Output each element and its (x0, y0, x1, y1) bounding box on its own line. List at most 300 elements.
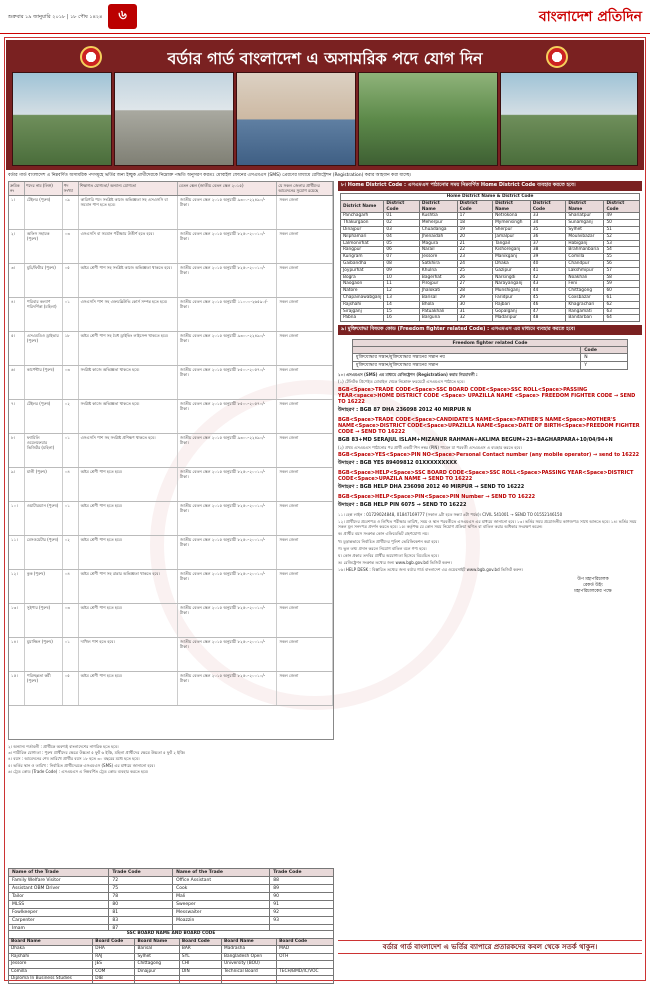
table-cell: জাতীয় বেতন স্কেল ২০১৫ অনুযায়ী ৮২৫০-২০০১০/- টাকা। (178, 672, 277, 705)
district-cell: 49 (604, 213, 640, 220)
trade-name: Assistant OBM Driver (9, 885, 109, 893)
table-row (341, 315, 640, 322)
ff-table-caption-row (353, 340, 628, 347)
board-header: Board Code (179, 938, 221, 946)
district-cell: Lalmonirhat (341, 240, 384, 247)
table-cell: ১১। (9, 536, 25, 569)
board-table-header (9, 938, 334, 946)
table-cell: অষ্টম শ্রেণী পাশ সহ সংশ্লিষ্ট কাজে অভিজ্ঞতা থাকতে হবে। (79, 264, 178, 297)
district-cell: Natore (341, 288, 384, 295)
district-cell: 28 (457, 288, 493, 295)
table-cell: জাতীয় বেতন স্কেল ২০১৫ অনুযায়ী ৮২৫০-২০০১০/- টাকা। (178, 264, 277, 297)
district-cell: 19 (457, 226, 493, 233)
board-header: Board Code (277, 938, 334, 946)
newspaper-masthead[interactable]: বাংলাদেশ প্রতিদিন (538, 8, 642, 25)
district-cell: Gazipur (493, 267, 531, 274)
district-cell: Khagrachari (566, 301, 604, 308)
table-cell: জাতীয় বেতন স্কেল ২০১৫ অনুযায়ী ৮২৫০-২০০১০/- টাকা। (178, 502, 277, 535)
board-cell: University (BOU) (222, 961, 277, 969)
trade-name: Office Assistant (173, 877, 270, 885)
table-cell: সকল জেলা (277, 638, 333, 671)
board-cell: BAR (179, 946, 221, 954)
table-cell: পরিবার কল্যাণ পরিদর্শিকা (মহিলা) (25, 298, 63, 331)
table-cell: ২। (9, 230, 25, 263)
district-cell: 31 (457, 308, 493, 315)
district-cell: Jhalokati (419, 288, 457, 295)
district-cell: Narail (419, 247, 457, 254)
district-header: District Code (530, 200, 566, 213)
district-cell: 01 (384, 213, 420, 220)
table-cell: সকল জেলা (277, 196, 333, 229)
district-header: District Code (457, 200, 493, 213)
district-cell: 39 (530, 254, 566, 261)
table-cell: ৭। (9, 400, 25, 433)
district-cell: 64 (604, 315, 640, 322)
district-header: District Name (341, 200, 384, 213)
table-cell: ১৩। (9, 604, 25, 637)
sms-section-title: ১০। এসএমএস (SMS) এর মাধ্যমে রেজিষ্ট্রেশন (Registration) করার নিয়মাবলী : (338, 372, 478, 378)
trade-header-name: Name of the Trade (9, 869, 109, 877)
district-cell: 02 (384, 220, 420, 227)
table-cell: ১৮ (63, 332, 79, 365)
sms-format: BGB<Space>TRADE CODE<Space>SSC BOARD CODE<Space>SSC ROLL<Space>PASSING YEAR<space>HOME DISTRICT CODE <Space> UPAZILLA NAME <Space> FREEDOM FIGHTER CODE → SEND TO 16222 (338, 386, 636, 405)
table-cell: অষ্টম শ্রেণী পাশ হতে হবে। (79, 502, 178, 535)
district-cell: Mymensingh (493, 220, 531, 227)
district-cell: 57 (604, 267, 640, 274)
table-cell: অষ্টম শ্রেণী পাশ হতে হবে। (79, 536, 178, 569)
header-pay-scale: বেতন স্কেল (জাতীয় বেতন স্কেল ২০১৫) (178, 182, 277, 195)
board-cell (277, 976, 334, 984)
recruitment-banner (6, 40, 644, 170)
district-table-caption: Home District Name & District Code (341, 194, 640, 201)
district-cell: 40 (530, 260, 566, 267)
district-cell: Jhenaidah (419, 233, 457, 240)
table-cell: মুচি/ফিটার (পুরুষ) (25, 264, 63, 297)
headquarters-building-photo (114, 72, 234, 166)
district-cell: 14 (384, 301, 420, 308)
district-cell: Coxsbazar (566, 294, 604, 301)
board-cell: Rajshahi (9, 953, 93, 961)
table-row (9, 332, 333, 366)
district-cell: Naogaon (341, 281, 384, 288)
rule-item: গ। ভুল তথ্য প্রদান করলে নিয়োগ বাতিল বলে গণ্য হবে। (338, 545, 427, 551)
table-row (341, 308, 640, 315)
table-cell: সংশ্লিষ্ট কাজে অভিজ্ঞতা থাকতে হবে। (79, 400, 178, 433)
district-cell: Rangpur (341, 247, 384, 254)
table-row (9, 976, 334, 984)
table-row (9, 400, 333, 434)
table-cell: ০১ (63, 502, 79, 535)
ff-cell: মুক্তিযোদ্ধার সন্তান/মুক্তিযোদ্ধার সন্তানের সন্তান (353, 362, 581, 370)
table-row (341, 254, 640, 261)
trade-name: Moazzin (173, 917, 270, 925)
district-cell: 27 (457, 281, 493, 288)
table-cell: সকল জেলা (277, 434, 333, 467)
district-cell: Pabna (341, 315, 384, 322)
trade-code: 91 (270, 901, 334, 909)
table-cell: মেসওয়েটার (পুরুষ) (25, 536, 63, 569)
district-cell: 18 (457, 220, 493, 227)
table-cell: ০৪ (63, 468, 79, 501)
table-cell: ১২। (9, 570, 25, 603)
sms-example: BGB 83+MD SERAJUL ISLAM+MIZANUR RAHMAN+AKLIMA BEGUM+23+BAGHARPARA+10/04/94+N (338, 436, 613, 443)
freedom-fighter-table (352, 339, 628, 370)
table-row (341, 220, 640, 227)
table-row (9, 638, 333, 672)
district-cell: Narayanganj (493, 281, 531, 288)
district-cell: Sunamganj (566, 220, 604, 227)
trade-name: MLSS (9, 901, 109, 909)
district-header: District Name (493, 200, 531, 213)
table-row (341, 301, 640, 308)
district-cell: Barisal (419, 294, 457, 301)
sms-example: উদাহরণ : BGB HELP DHA 236098 2012 40 MIRPUR → SEND TO 16222 (338, 483, 525, 490)
board-cell: RAJ (93, 953, 135, 961)
district-cell: 13 (384, 294, 420, 301)
table-cell: ০৩ (63, 604, 79, 637)
board-table-body (9, 946, 334, 984)
board-cell: Comilla (9, 968, 93, 976)
table-cell: ৪। (9, 298, 25, 331)
board-cell: Sylhet (135, 953, 179, 961)
table-row (9, 230, 333, 264)
district-cell: Nilphamari (341, 233, 384, 240)
table-cell: সকল জেলা (277, 502, 333, 535)
district-cell: Jessore (419, 254, 457, 261)
table-cell: সংশ্লিষ্ট কাজে অভিজ্ঞতা থাকতে হবে। (79, 366, 178, 399)
table-row (9, 264, 333, 298)
note-item: ৫। ভর্তির স্থান ও তারিখ : নির্বাচিত প্রার্থীদেরকে এসএমএস (SMS) এর মাধ্যমে জানানো হবে। (8, 762, 155, 768)
trade-code: 89 (270, 885, 334, 893)
note-item: ৪। বয়স : আবেদনের শেষ তারিখে প্রার্থীর বয়স ১৮ হতে ৩০ বছরের মধ্যে হতে হবে। (8, 756, 140, 762)
table-cell: সুইপার (পুরুষ) (25, 604, 63, 637)
table-row (9, 502, 333, 536)
trade-code: 90 (270, 893, 334, 901)
note-item: ২। অন্যান্য শর্তাবলী : প্রার্থীকে অবশ্যই বাংলাদেশের নাগরিক হতে হবে। (8, 744, 119, 749)
district-cell: Gaibandha (341, 260, 384, 267)
district-cell: Comilla (566, 254, 604, 261)
table-cell: সকল জেলা (277, 264, 333, 297)
monument-photo (12, 72, 112, 166)
table-row (341, 233, 640, 240)
table-row (9, 885, 334, 893)
district-cell: Magura (419, 240, 457, 247)
district-cell: 24 (457, 260, 493, 267)
district-cell: Meherpur (419, 220, 457, 227)
table-row (341, 226, 640, 233)
table-cell: ১। (9, 196, 25, 229)
table-cell: ৫। (9, 332, 25, 365)
district-cell: 42 (530, 274, 566, 281)
trade-name: Mali (173, 893, 270, 901)
table-row (341, 260, 640, 267)
sms-format: BGB<Space>YES<Space>PIN NO<Space>Personal Contact number (any mobile operator) → send to 16222 (338, 451, 640, 458)
district-cell: Bagerhat (419, 274, 457, 281)
district-cell: Dhaka (493, 260, 531, 267)
board-cell: DHA (93, 946, 135, 954)
district-cell: Rajbari (493, 301, 531, 308)
sms-format: BGB<Space>TRADE CODE<Space>CANDIDATE'S NAME<Space>FATHER'S NAME<Space>MOTHER'S NAME<Space>DISTRICT CODE<Space>UPAZILLA NAME<Space>DATE OF BIRTH<Space>FREEDOM FIGHTER CODE → SEND TO 16222 (338, 416, 640, 435)
header-count: পদ সংখ্যা (63, 182, 79, 195)
district-cell: Chittagong (566, 288, 604, 295)
table-cell: জাতীয় বেতন স্কেল ২০১৫ অনুযায়ী ৮২৫০-২০০১০/- টাকা। (178, 570, 277, 603)
trade-name: Imam (9, 925, 109, 933)
board-cell: Dinajpur (135, 968, 179, 976)
trade-name: Tailor (9, 893, 109, 901)
table-cell: পরিচ্ছন্নতা কর্মী (পুরুষ) (25, 672, 63, 705)
table-cell: ০৫ (63, 672, 79, 705)
trade-code: 93 (270, 917, 334, 925)
district-cell: 05 (384, 240, 420, 247)
district-cell: 34 (530, 220, 566, 227)
office-workers-photo (358, 72, 498, 166)
table-cell: অষ্টম শ্রেণী পাশ সহ রান্নার অভিজ্ঞতা থাকতে হবে। (79, 570, 178, 603)
district-cell: 06 (384, 247, 420, 254)
district-cell: 30 (457, 301, 493, 308)
border-patrol-photo (500, 72, 638, 166)
district-cell: Feni (566, 281, 604, 288)
rule-item: ক। প্রার্থীর বয়স সংক্রান্ত কোন এফিডেভিট গ্রহণযোগ্য নয়। (338, 531, 429, 537)
table-cell: ৯। (9, 468, 25, 501)
table-cell: এসএসসি বা সমমান পরীক্ষায় উত্তীর্ণ হতে হবে। (79, 230, 178, 263)
table-row (9, 196, 333, 230)
district-cell: Panchagarh (341, 213, 384, 220)
district-cell: 38 (530, 247, 566, 254)
table-row (341, 240, 640, 247)
posts-table-body (9, 196, 333, 706)
board-header: Board Name (135, 938, 179, 946)
table-cell: অষ্টম শ্রেণী পাশ হতে হবে। (79, 604, 178, 637)
district-cell: Kurigram (341, 254, 384, 261)
misc-instructions: ১২। প্রার্থীদের প্রবেশপত্র ও লিখিত পরীক্ষার তারিখ, সময় ও স্থান পরবর্তীতে এসএমএস এর মাধ্যমে জানানো হবে। ১৩। ভর্তির সময় প্রয়োজনীয় কাগজপত্র সাথে আনতে হবে। ১৪। ভর্তির সময় সকল মূল সনদপত্র প্রদর্শন করতে হবে। ১৫। কর্তৃপক্ষ যে কোন সময় নিয়োগ প্রক্রিয়া স্থগিত বা বাতিল করার অধিকার সংরক্ষণ করেন। (338, 518, 637, 530)
district-header: District Code (604, 200, 640, 213)
header-post: পদের নাম (লিঙ্গ) (25, 182, 63, 195)
note-item: ৬। ট্রেড কোড (Trade Code) : এসএমএস এ নিম্নবর্ণিত ট্রেড কোড ব্যবহার করতে হবে। (8, 768, 149, 774)
trade-code: 78 (109, 893, 173, 901)
board-cell: Barisal (135, 946, 179, 954)
bgb-emblem-right-icon (546, 46, 568, 68)
table-row (9, 946, 334, 954)
table-cell: সকল জেলা (277, 230, 333, 263)
table-cell: ০২ (63, 536, 79, 569)
sms-example: উদাহরণ : BGB YES 89409812 01XXXXXXXXX (338, 459, 457, 466)
table-cell: জাতীয় বেতন স্কেল ২০১৫ অনুযায়ী ৮২৫০-২০০১০/- টাকা। (178, 604, 277, 637)
district-cell: 04 (384, 233, 420, 240)
district-cell: 09 (384, 267, 420, 274)
table-row (9, 917, 334, 925)
district-cell: 44 (530, 288, 566, 295)
table-row (341, 213, 640, 220)
district-cell: 20 (457, 233, 493, 240)
trade-name: Messwaiter (173, 909, 270, 917)
district-cell: Chapainawabganj (341, 294, 384, 301)
notes-section (8, 744, 334, 775)
rule-item: ঙ। রেজিষ্ট্রেশন সংক্রান্ত তথ্যের জন্য www.bgb.gov.bd ভিজিট করুন। (338, 560, 452, 566)
district-cell: 51 (604, 226, 640, 233)
table-row (341, 274, 640, 281)
trade-name: Cook (173, 885, 270, 893)
trade-code: 75 (109, 885, 173, 893)
board-table-title-row (9, 931, 334, 939)
ff-table-body (353, 347, 628, 370)
ff-cell: Y (581, 362, 628, 370)
trade-code: 88 (270, 877, 334, 885)
table-cell: ০৯ (63, 196, 79, 229)
board-cell (222, 976, 277, 984)
district-cell: 53 (604, 240, 640, 247)
table-cell: অষ্টম শ্রেণী পাশ হতে হবে। (79, 468, 178, 501)
posts-table-header (9, 182, 333, 196)
ff-cell: N (581, 354, 628, 362)
table-cell: ১৫। (9, 672, 25, 705)
table-cell: অষ্টম শ্রেণী পাশ হতে হবে। (79, 672, 178, 705)
table-row (9, 877, 334, 885)
table-row (9, 298, 333, 332)
district-cell: 55 (604, 254, 640, 261)
district-table-body (341, 213, 640, 322)
table-row (353, 354, 628, 362)
district-cell: Tangail (493, 240, 531, 247)
district-code-bar: ৮। Home District Code : এসএমএস পাঠানোর সময় নিম্নবর্ণিত Home District Code ব্যবহার করতে হবে। (338, 181, 642, 191)
district-cell: Noakhali (566, 274, 604, 281)
banner-headline: বর্ডার গার্ড বাংলাদেশ এ অসামরিক পদে যোগ দিন (167, 49, 483, 68)
district-header: District Name (566, 200, 604, 213)
district-cell: 22 (457, 247, 493, 254)
district-cell: 21 (457, 240, 493, 247)
table-cell: ০৪ (63, 570, 79, 603)
district-cell: Moulvibazar (566, 233, 604, 240)
table-cell: সকল জেলা (277, 536, 333, 569)
table-row (9, 672, 333, 706)
district-cell: Satkhira (419, 260, 457, 267)
header-serial: ক্রমিক নং (9, 182, 25, 195)
newspaper-header (0, 0, 650, 34)
trade-header-name: Name of the Trade (173, 869, 270, 877)
table-cell: অফিস সহায়ক (পুরুষ) (25, 230, 63, 263)
trade-code: 81 (109, 909, 173, 917)
table-row (9, 909, 334, 917)
district-cell: Netrokona (493, 213, 531, 220)
table-cell: ১৪। (9, 638, 25, 671)
district-cell: 56 (604, 260, 640, 267)
district-cell: Dinajpur (341, 226, 384, 233)
table-row (9, 968, 334, 976)
board-cell: Madrasha (222, 946, 277, 954)
board-cell: DIB (93, 976, 135, 984)
district-table-caption-row (341, 194, 640, 201)
rule-item: খ। চূড়ান্তভাবে নির্বাচিত প্রার্থীদের পুলিশ ভেরিফিকেশন করা হবে। (338, 538, 439, 544)
board-cell: Bangladesh Open (222, 953, 277, 961)
table-cell: এসএমডিও ড্রাইভার (পুরুষ) (25, 332, 63, 365)
signature-line: মহাপরিচালকের পক্ষে (574, 588, 612, 594)
board-table-title: SSC BOARD NAME AND BOARD CODE (9, 931, 334, 939)
district-cell: 23 (457, 254, 493, 261)
table-cell: জাতীয় বেতন স্কেল ২০১৫ অনুযায়ী ৮২৫০-২০০১০/- টাকা। (178, 536, 277, 569)
table-cell: ০৩ (63, 230, 79, 263)
table-cell: ৩। (9, 264, 25, 297)
board-header: Board Name (222, 938, 277, 946)
table-cell: কারিগরি পদে সংশ্লিষ্ট কাজে অভিজ্ঞতা সহ এসএসসি বা সমমান পাশ হতে হবে। (79, 196, 178, 229)
trade-name: Family Welfare Visitor (9, 877, 109, 885)
table-cell: জাতীয় বেতন স্কেল ২০১৫ অনুযায়ী ৯৩০০-২২৪৯০/- টাকা। (178, 332, 277, 365)
district-cell: 60 (604, 288, 640, 295)
table-cell: দাখিল পাশ হতে হবে। (79, 638, 178, 671)
table-cell: ওয়াটারম্যান (পুরুষ) (25, 502, 63, 535)
table-cell: অষ্টম শ্রেণী পাশ সহ বৈধ ড্রাইভিং লাইসেন্স থাকতে হবে। (79, 332, 178, 365)
table-cell: ০১ (63, 434, 79, 467)
table-cell: সকল জেলা (277, 570, 333, 603)
district-cell: 07 (384, 254, 420, 261)
table-cell: জাতীয় বেতন স্কেল ২০১৫ অনুযায়ী ৮২৫০-২০০১০/- টাকা। (178, 638, 277, 671)
trade-code-table (8, 868, 334, 933)
table-cell: সকল জেলা (277, 604, 333, 637)
table-cell: এসএসসি পাশ সহ এফডব্লিউভি কোর্স সম্পন্ন হতে হবে। (79, 298, 178, 331)
board-cell: Technical Board (222, 968, 277, 976)
district-cell: Brahmanbaria (566, 247, 604, 254)
district-cell: Gopalganj (493, 308, 531, 315)
table-cell: জাতীয় বেতন স্কেল ২০১৫ অনুযায়ী ৮২৫০-২০০১০/- টাকা। (178, 230, 277, 263)
table-cell: কার্পেন্টার (পুরুষ) (25, 366, 63, 399)
issue-date: শুক্রবার ১৯ জানুয়ারি ২০১৮ | ১৮ পৌষ ১৪২৪ (8, 13, 103, 20)
table-row (341, 247, 640, 254)
trade-name: Sweeper (173, 901, 270, 909)
district-cell: 12 (384, 288, 420, 295)
district-header: District Code (384, 200, 420, 213)
table-row (9, 961, 334, 969)
trade-name: Carpenter (9, 917, 109, 925)
table-row (9, 953, 334, 961)
district-cell: Sherpur (493, 226, 531, 233)
district-cell: Pirojpur (419, 281, 457, 288)
district-cell: 16 (384, 315, 420, 322)
table-cell: টেইলর (পুরুষ) (25, 196, 63, 229)
district-cell: 58 (604, 274, 640, 281)
district-cell: Rangamati (566, 308, 604, 315)
board-cell: MAD (277, 946, 334, 954)
signature-block (548, 577, 638, 595)
table-cell: সকল জেলা (277, 468, 333, 501)
ff-header: Code (581, 347, 628, 354)
ff-table-caption: Freedom fighter related Code (353, 340, 628, 347)
board-header: Board Code (93, 938, 135, 946)
district-cell: Faridpur (493, 294, 531, 301)
district-cell: Bogra (341, 274, 384, 281)
table-cell: জাতীয় বেতন স্কেল ২০১৫ অনুযায়ী ৮৫০০-২০৫৭০/- টাকা। (178, 366, 277, 399)
board-cell: DIN (179, 968, 221, 976)
board-cell (277, 961, 334, 969)
district-cell: Kushtia (419, 213, 457, 220)
website-link[interactable]: ১৬। HELP DESK : বিস্তারিত তথ্যের জন্য বর্ডার গার্ড বাংলাদেশ এর ওয়েবসাইট www.bgb.gov.bd ভিজিট করুন। (338, 567, 523, 573)
district-cell: 17 (457, 213, 493, 220)
district-cell: 15 (384, 308, 420, 315)
table-cell: কুক (পুরুষ) (25, 570, 63, 603)
district-cell: 50 (604, 220, 640, 227)
header-qualification: শিক্ষাগত যোগ্যতা/ অন্যান্য যোগ্যতা (79, 182, 178, 195)
freedom-fighter-bar: ৯। মুক্তিযোদ্ধা বিষয়ক কোড (Freedom fighter related Code) : এসএমএস এর মাধ্যমে ব্যবহার করতে হবে। (338, 325, 642, 335)
fraud-warning-banner: বর্ডার গার্ড বাংলাদেশ এ ভর্তির ব্যাপারে প্রতারকদের কবল থেকে সতর্ক থাকুন। (338, 940, 642, 954)
table-row (341, 294, 640, 301)
table-row (9, 893, 334, 901)
district-cell: 61 (604, 294, 640, 301)
district-cell: Lakshmipur (566, 267, 604, 274)
trade-header-code: Trade Code (109, 869, 173, 877)
board-cell: Diploma In Business Studies (9, 976, 93, 984)
board-code-table (8, 930, 334, 984)
district-cell: 46 (530, 301, 566, 308)
district-cell: 62 (604, 301, 640, 308)
trade-code: 92 (270, 909, 334, 917)
district-code-table (340, 193, 640, 322)
